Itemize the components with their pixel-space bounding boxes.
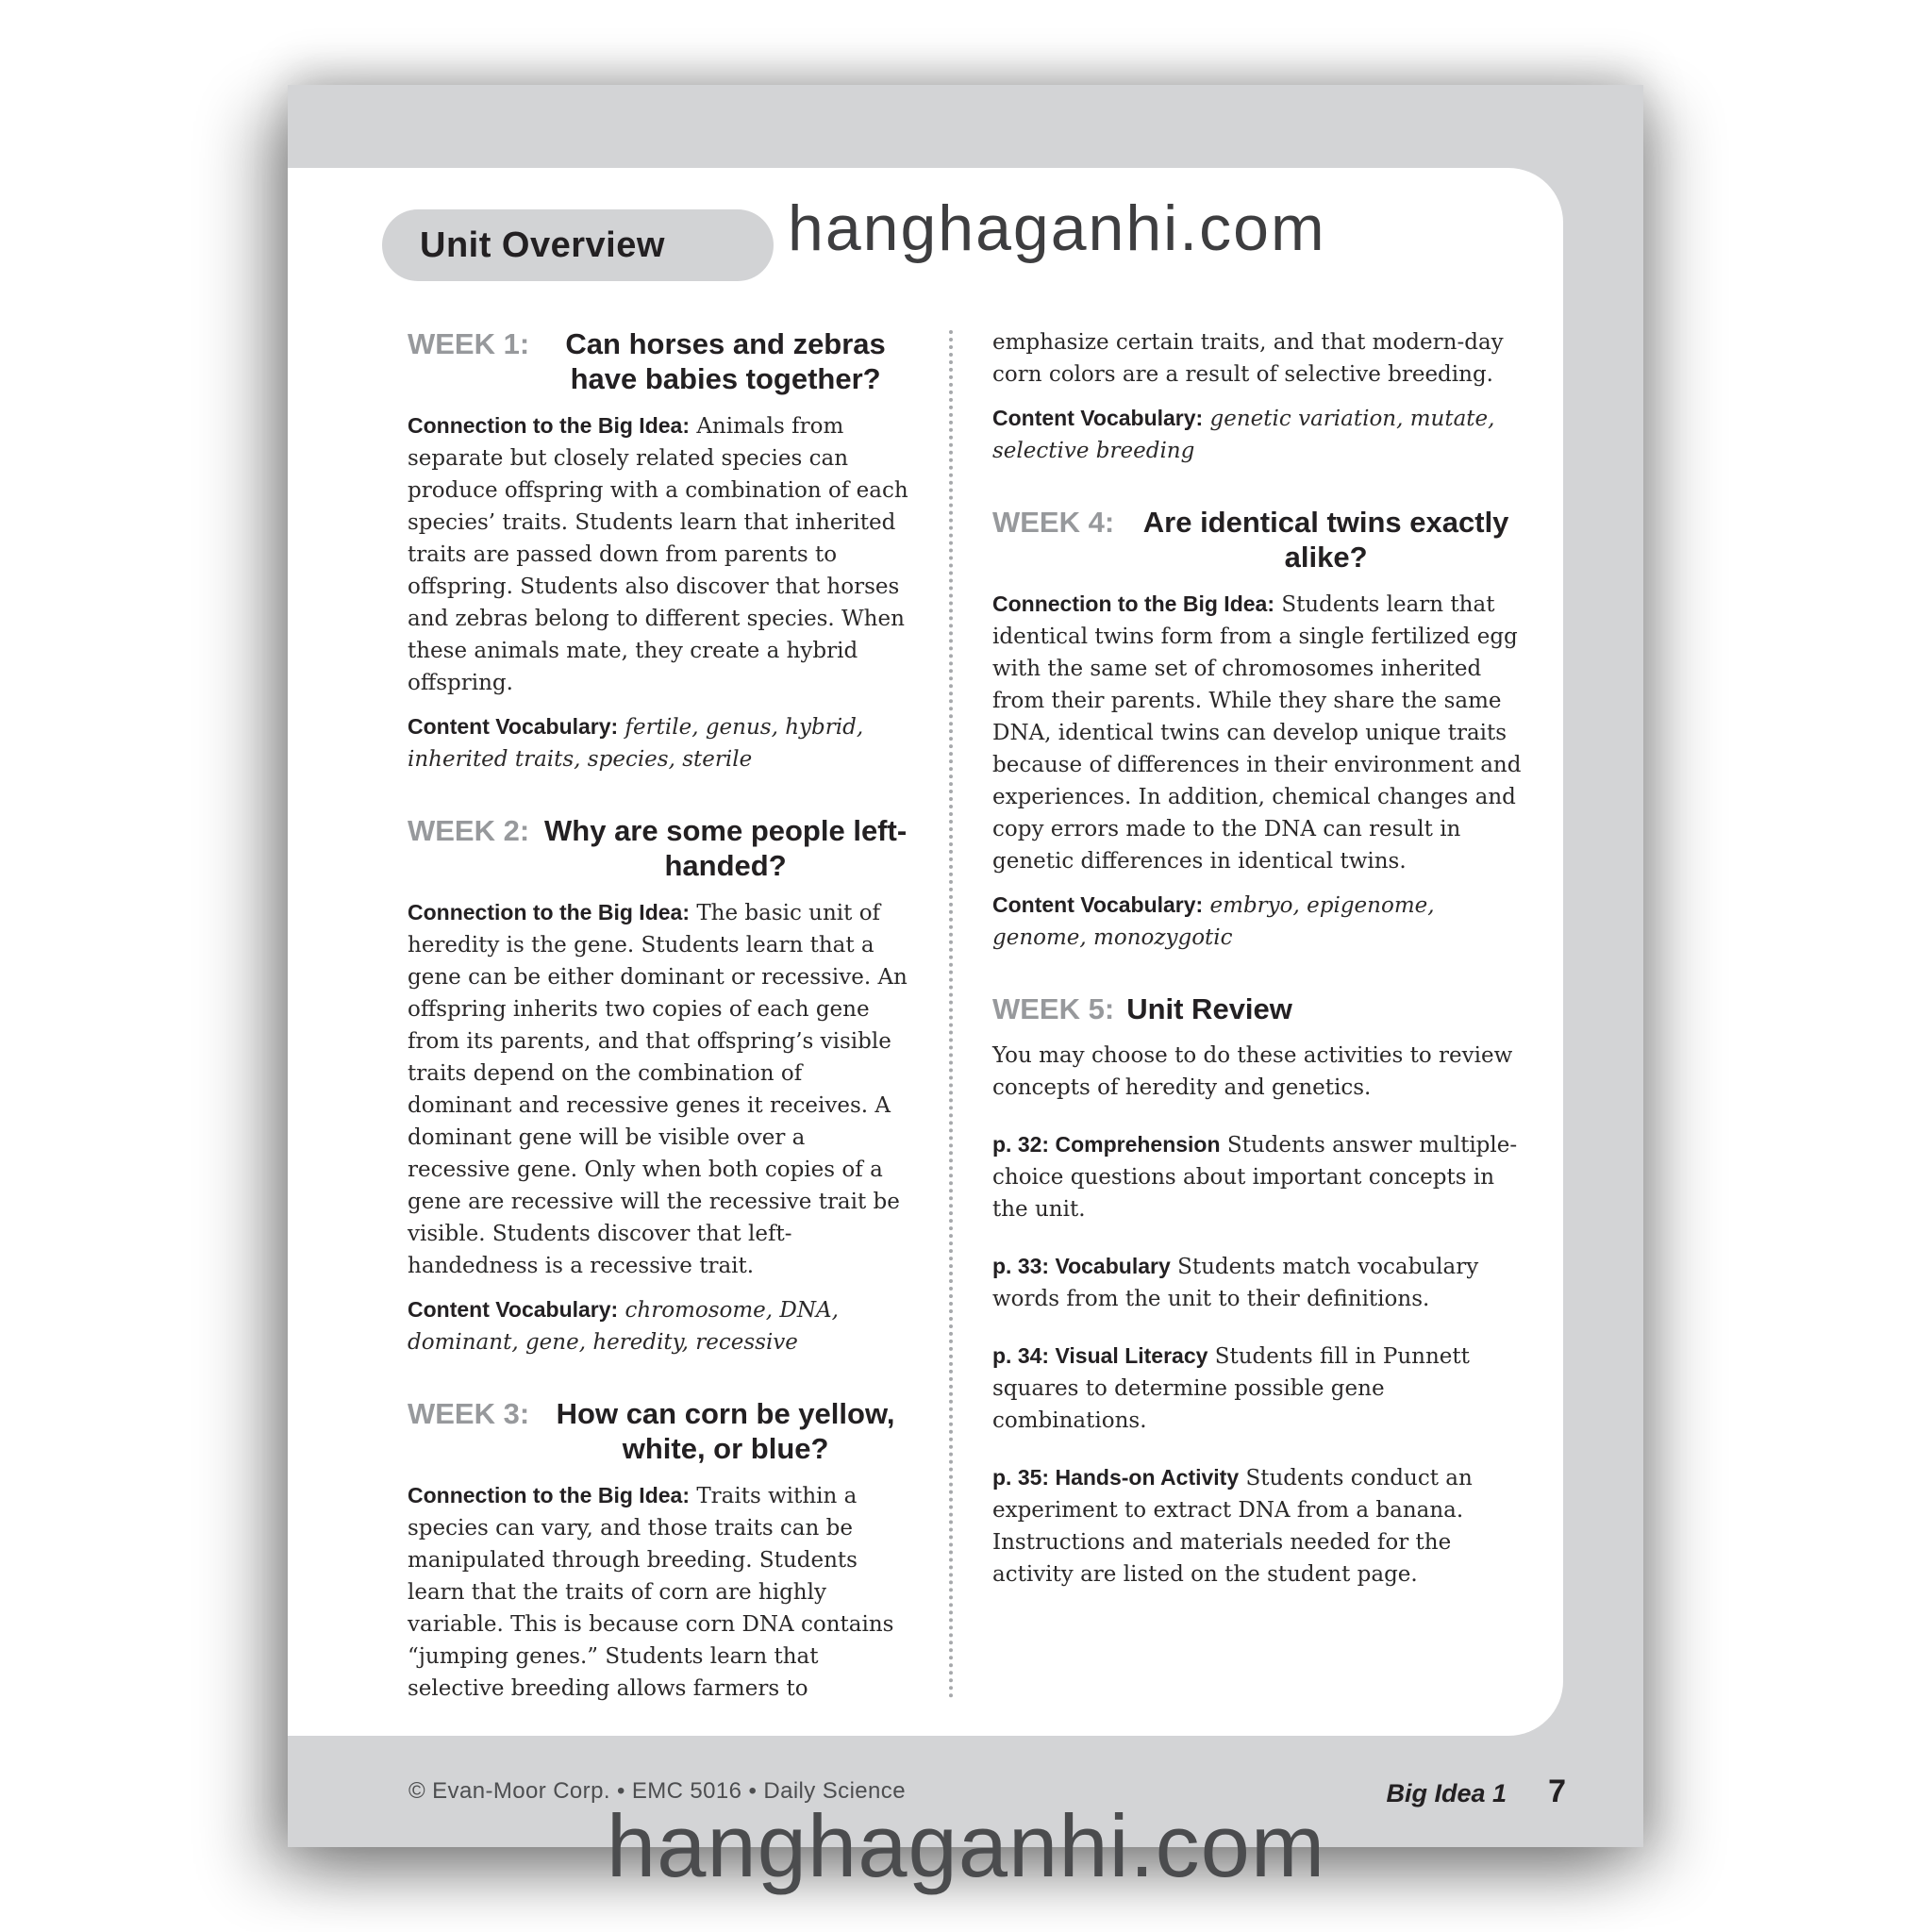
week-4-vocabulary bbox=[992, 889, 1525, 954]
week-5-title: Unit Review bbox=[1126, 992, 1292, 1025]
week-1-label: WEEK 1: bbox=[408, 327, 530, 360]
watermark-top: hanghaganhi.com bbox=[788, 192, 1326, 264]
page-content-area bbox=[288, 168, 1563, 1736]
review-item-label: p. 32: Comprehension bbox=[992, 1132, 1221, 1157]
week-1-section bbox=[408, 326, 909, 775]
week-4-title: Are identical twins exactly alike? bbox=[1142, 506, 1509, 574]
review-item-text: Students conduct an experiment to extract DNA from a banana. Instructions and materials needed for the activity are listed on the student page. bbox=[992, 1466, 1473, 1587]
week-2-title: Why are some people left-handed? bbox=[544, 814, 908, 882]
connection-text: Animals from separate but closely related species can produce offspring with a combination of each species’ traits. Students learn that inherited traits are passed down from parents to offspring. Students also discover that horses and zebras belong to different species. When these animals mate, they create a hybrid offspring. bbox=[408, 414, 908, 695]
connection-lead: Connection to the Big Idea: bbox=[408, 1483, 690, 1507]
week-2-connection bbox=[408, 896, 909, 1282]
week-3-continued-section bbox=[992, 326, 1525, 467]
vocab-terms: genetic variation, mutate, selective breeding bbox=[992, 407, 1495, 463]
week-5-label: WEEK 5: bbox=[992, 992, 1115, 1025]
review-item-label: p. 33: Vocabulary bbox=[992, 1254, 1171, 1278]
unit-overview-tab bbox=[382, 209, 774, 281]
week-4-label: WEEK 4: bbox=[992, 506, 1115, 539]
week-4-section bbox=[992, 505, 1525, 954]
review-item-p34 bbox=[992, 1340, 1525, 1437]
connection-lead: Connection to the Big Idea: bbox=[408, 900, 690, 924]
review-item-label: p. 34: Visual Literacy bbox=[992, 1343, 1208, 1368]
week-2-heading bbox=[408, 813, 909, 883]
footer-right-group bbox=[1387, 1774, 1566, 1810]
page-number: 7 bbox=[1548, 1773, 1566, 1809]
vocab-lead: Content Vocabulary: bbox=[408, 1297, 619, 1322]
week-2-vocabulary bbox=[408, 1293, 909, 1358]
watermark-bottom: hanghaganhi.com bbox=[606, 1796, 1326, 1895]
connection-text: Students learn that identical twins form from a single fertilized egg with the same set of chromosomes inherited from their parents. While they share the same DNA, identical twins can develop unique traits because of differences in their environment and experiences. In addition, chemical changes and copy errors made to the DNA can result in genetic differences in identical twins. bbox=[992, 592, 1522, 874]
week-4-connection bbox=[992, 588, 1525, 877]
two-column-layout bbox=[408, 326, 1525, 1742]
connection-text: Traits within a species can vary, and those traits can be manipulated through breeding. Students learn that the traits of corn are highly variable. This is because corn DNA contains “jumping genes.” Students learn that selective breeding allows farmers to bbox=[408, 1484, 894, 1701]
week-2-section bbox=[408, 813, 909, 1358]
connection-lead: Connection to the Big Idea: bbox=[992, 591, 1274, 616]
scanned-book-page bbox=[288, 85, 1643, 1847]
book-title: Big Idea 1 bbox=[1386, 1778, 1507, 1807]
week-1-title: Can horses and zebras have babies together? bbox=[565, 327, 886, 395]
week-3-label: WEEK 3: bbox=[408, 1397, 530, 1430]
tab-label: Unit Overview bbox=[420, 225, 665, 265]
connection-text: The basic unit of heredity is the gene. Students learn that a gene can be either dominant or recessive. An offspring inherits two copies of each gene from its parents, and that offspring’s visible traits depend on the combination of dominant and recessive genes it receives. A dominant gene will be visible over a recessive gene. Only when both copies of a gene are recessive will the recessive trait be visible. Students discover that left-handedness is a recessive trait. bbox=[408, 901, 908, 1278]
week-1-connection bbox=[408, 409, 909, 699]
week-3-title: How can corn be yellow, white, or blue? bbox=[556, 1397, 895, 1465]
vocab-lead: Content Vocabulary: bbox=[992, 406, 1204, 430]
week-5-heading bbox=[992, 991, 1525, 1026]
week-3-vocabulary bbox=[992, 402, 1525, 467]
vocab-terms: embryo, epigenome, genome, monozygotic bbox=[992, 893, 1435, 950]
vocab-terms: chromosome, DNA, dominant, gene, heredity, recessive bbox=[408, 1298, 839, 1355]
review-item-p32 bbox=[992, 1128, 1525, 1225]
review-item-text: Students match vocabulary words from the unit to their definitions. bbox=[992, 1255, 1479, 1311]
week-5-section bbox=[992, 991, 1525, 1591]
left-column bbox=[408, 326, 909, 1742]
vocab-lead: Content Vocabulary: bbox=[408, 714, 619, 739]
vocab-terms: fertile, genus, hybrid, inherited traits, species, sterile bbox=[408, 715, 864, 772]
connection-lead: Connection to the Big Idea: bbox=[408, 413, 690, 438]
week-3-section bbox=[408, 1396, 909, 1705]
week-5-intro: You may choose to do these activities to review concepts of heredity and genetics. bbox=[992, 1043, 1513, 1100]
right-column bbox=[992, 326, 1525, 1742]
copyright-text: © Evan-Moor Corp. • EMC 5016 • Daily Science bbox=[408, 1778, 906, 1804]
vocab-lead: Content Vocabulary: bbox=[992, 892, 1204, 917]
review-item-text: Students answer multiple-choice questions about important concepts in the unit. bbox=[992, 1133, 1518, 1222]
week-1-vocabulary bbox=[408, 710, 909, 775]
review-item-label: p. 35: Hands-on Activity bbox=[992, 1465, 1240, 1490]
week-3-continuation: emphasize certain traits, and that modern-day corn colors are a result of selective breeding. bbox=[992, 330, 1504, 387]
review-item-p35 bbox=[992, 1461, 1525, 1591]
week-3-connection bbox=[408, 1479, 909, 1705]
week-3-heading bbox=[408, 1396, 909, 1466]
column-divider bbox=[949, 330, 953, 1699]
week-2-label: WEEK 2: bbox=[408, 814, 530, 847]
week-4-heading bbox=[992, 505, 1525, 575]
review-item-p33 bbox=[992, 1250, 1525, 1315]
review-item-text: Students fill in Punnett squares to determine possible gene combinations. bbox=[992, 1344, 1470, 1433]
week-1-heading bbox=[408, 326, 909, 396]
